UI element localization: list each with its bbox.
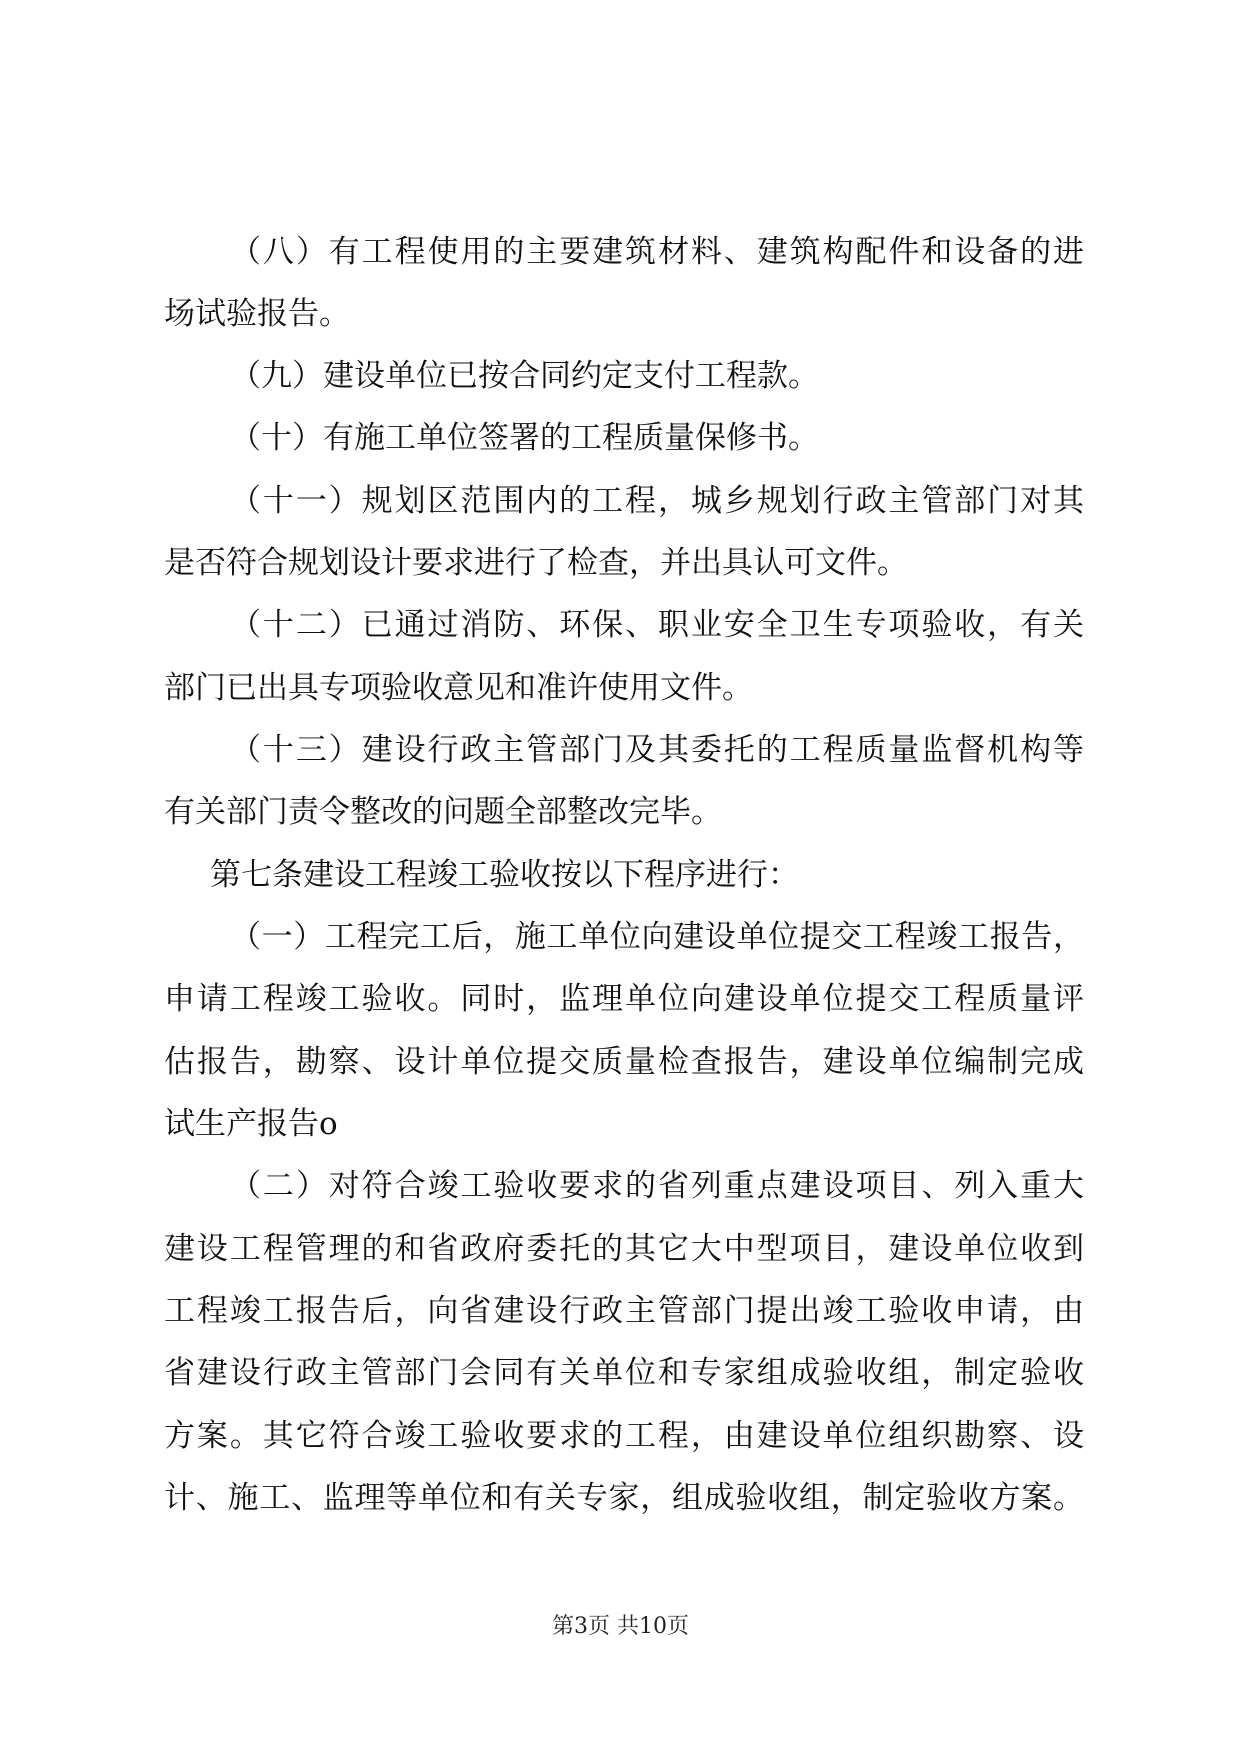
text-line: （十二）已通过消防、环保、职业安全卫生专项验收，有关 <box>230 607 1084 643</box>
text-line: 是否符合规划设计要求进行了检查，并出具认可文件。 <box>164 545 908 581</box>
text-line: 建设工程管理的和省政府委托的其它大中型项目，建设单位收到 <box>164 1231 1084 1267</box>
text-line: 工程竣工报告后，向省建设行政主管部门提出竣工验收申请，由 <box>164 1293 1084 1329</box>
text-line: （二）对符合竣工验收要求的省列重点建设项目、列入重大 <box>230 1168 1084 1204</box>
text-line: 部门已出具专项验收意见和准许使用文件。 <box>164 670 753 706</box>
text-line: （十三）建设行政主管部门及其委托的工程质量监督机构等 <box>230 732 1084 768</box>
text-line: （一）工程完工后，施工单位向建设单位提交工程竣工报告， <box>230 919 1084 955</box>
text-line: 有关部门责令整改的问题全部整改完毕。 <box>164 794 722 830</box>
text-line: 计、施工、监理等单位和有关专家，组成验收组，制定验收方案。 <box>164 1480 1084 1516</box>
text-line: 场试验报告。 <box>164 296 350 332</box>
text-line: （十）有施工单位签署的工程质量保修书。 <box>230 420 819 456</box>
page-footer: 第3页 共10页 <box>552 1614 689 1639</box>
text-line: 省建设行政主管部门会同有关单位和专家组成验收组，制定验收 <box>164 1355 1084 1391</box>
text-line: （九）建设单位已按合同约定支付工程款。 <box>230 358 819 394</box>
text-line: 申请工程竣工验收。同时，监理单位向建设单位提交工程质量评 <box>164 981 1084 1017</box>
text-line: （十一）规划区范围内的工程，城乡规划行政主管部门对其 <box>230 483 1084 519</box>
text-line: 第七条建设工程竣工验收按以下程序进行： <box>210 857 799 893</box>
text-line: 估报告，勘察、设计单位提交质量检查报告，建设单位编制完成 <box>164 1044 1084 1080</box>
text-line: 试生产报告o <box>164 1106 338 1142</box>
text-line: （八）有工程使用的主要建筑材料、建筑构配件和设备的进 <box>230 234 1084 270</box>
text-line: 方案。其它符合竣工验收要求的工程，由建设单位组织勘察、设 <box>164 1418 1084 1454</box>
